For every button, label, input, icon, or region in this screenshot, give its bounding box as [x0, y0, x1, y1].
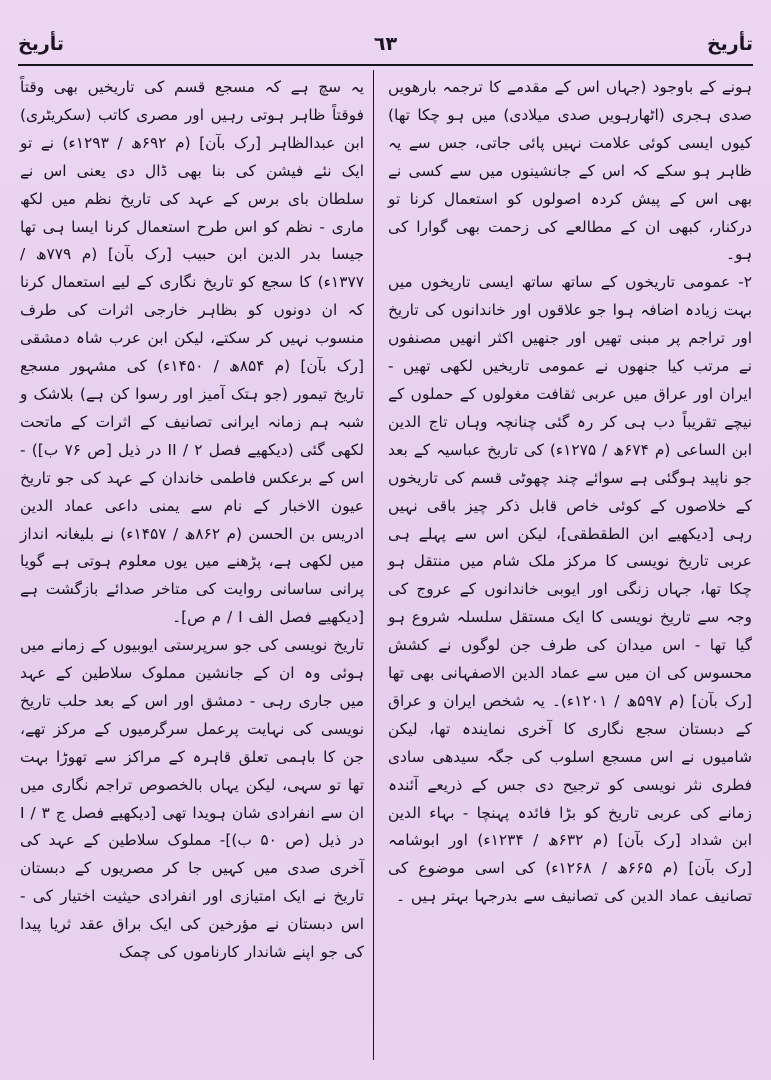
header-rule — [18, 64, 753, 66]
left-column — [20, 74, 364, 967]
paragraph: تاریخ نویسی کی جو سرپرستی ایوبیوں کے زمانے میں ہوئی وہ ان کے جانشین مملوک سلاطین کے عہد میں جاری رہی - دمشق اور اس کے بعد حلب تاریخ نویسی کی نہایت پرعمل سرگرمیوں کے مرکز تھے، جن کا باہمی تعلق قاہرہ کے مراکز سے تھوڑا بہت تھا تو سہی، لیکن یہاں بالخصوص تراجم نگاری میں ان سے انفرادی شان ہویدا تھی [دیکھیے فصل ج I / ۳ در ذیل (ص ۵۰ ب)]- مملوک سلاطین کے عہد کی آخری صدی میں کہیں جا کر مصریوں کے دبستان تاریخ نے ایک امتیازی اور انفرادی حیثیت اختیار کی - اس دبستان نے مؤرخین کی ایک براق عقد ثریا پیدا کی جو اپنے شاندار کارناموں کی چمک — [20, 636, 364, 962]
running-head-left: تأریخ — [18, 33, 65, 55]
column-divider — [373, 70, 374, 1060]
running-head-right: تأریخ — [706, 33, 753, 55]
page-header — [18, 26, 753, 62]
paragraph: ہونے کے باوجود (جہاں اس کے مقدمے کا ترجمہ بارھویں صدی ہجری (اٹھارہویں صدی میلادی) میں ہو چکا تھا) کیوں ایسی کوئی علامت نہیں پائی جاتی، جس سے یہ ظاہر ہو سکے کہ اس کے جانشینوں میں سے کسی نے بھی اس کے پیش کردہ اصولوں کو استعمال کرنا تو درکنار، کبھی ان کے مطالعے کی زحمت بھی گوارا کی ہو۔ — [388, 78, 752, 264]
paragraph: ۲- عمومی تاریخوں کے ساتھ ساتھ ایسی تاریخوں میں بہت زیادہ اضافہ ہوا جو علاقوں اور خاندانوں کی تاریخ اور تراجم پر مبنی تھیں اور جنھیں اکثر انھیں مصنفوں نے مرتب کیا جنھوں نے عمومی تاریخیں لکھی تھیں - ایران اور عراق میں عربی ثقافت مغولوں کے حملوں کے نیچے تقریباً دب ہی کر رہ گئی چنانچہ وہاں تاج الدین ابن الساعی (م ۶۷۴ھ / ۱۲۷۵ء) کی تاریخ عباسیہ کے بعد جو ناپید ہوگئی ہے سوائے چند چھوٹی قسم کی تاریخوں کے خلاصوں کے کوئی خاص قابل ذکر چیز باقی نہیں رہی [دیکھیے ابن الطقطقی]، لیکن اس سے پہلے ہی عربی تاریخ نویسی کا مرکز ملک شام میں منتقل ہو چکا تھا، جہاں زنگی اور ایوبی خاندانوں کے عروج کی وجہ سے تاریخ نویسی کا ایک مستقل سلسلہ شروع ہو گیا تھا - اس میدان کی طرف جن لوگوں نے کشش محسوس کی ان میں سے عماد الدین الاصفہانی بھی تھا [رک بآن] (م ۵۹۷ھ / ۱۲۰۱ء)۔ یہ شخص ایران و عراق کے دبستان سجع نگاری کا آخری نمایندہ تھا، لیکن شامیوں نے اس مسجع اسلوب کی جگہ سیدھی سادی فطری نثر نویسی کو ترجیح دی جس کے ذریعے آئندہ زمانے کی عربی تاریخ کو بڑا فائدہ پہنچا - بہاء الدین ابن شداد [رک بآن] (م ۶۳۲ھ / ۱۲۳۴ء) اور ابوشامہ [رک بآن] (م ۶۶۵ھ / ۱۲۶۸ء) کی اسی موضوع کی تصانیف عماد الدین کی تصانیف سے بدرجہا بہتر ہیں ۔ — [388, 273, 752, 906]
page-number: ٦٣ — [373, 33, 398, 55]
right-column — [388, 74, 752, 911]
paragraph: یہ سچ ہے کہ مسجع قسم کی تاریخیں بھی وقتاً فوقتاً ظاہر ہوتی رہیں اور مصری کاتب (سکریٹری) ابن عبدالظاہر [رک بآن] (م ۶۹۲ھ / ۱۲۹۳ء) نے تو ایک نئے فیشن کی بنا بھی ڈال دی یعنی اس نے سلطان بای برس کے عہد کی تاریخ نظم میں لکھ ماری - نظم کو اس طرح استعمال کرنا ایسا ہی تھا جیسا بدر الدین ابن حبیب [رک بآن] (م ۷۷۹ھ / ۱۳۷۷ء) کا سجع کو تاریخ نگاری کے لیے استعمال کرنا کہ ان دونوں کو بظاہر خارجی اثرات کی طرف منسوب نہیں کر سکتے، لیکن ابن عرب شاہ دمشقی [رک بآن] (م ۸۵۴ھ / ۱۴۵۰ء) کی مشہور مسجع تاریخ تیمور (جو ہتک آمیز اور رسوا کن ہے) بلاشک و شبہ ہم زمانہ ایرانی تصانیف کے اثرات کے ماتحت لکھی گئی (دیکھیے فصل II / ۲ در ذیل [ص ۷۶ ب]) - اس کے برعکس فاطمی خاندان کے عہد کی جو تاریخ عیون الاخبار کے نام سے یمنی داعی عماد الدین ادریس بن الحسن (م ۸۶۲ھ / ۱۴۵۷ء) نے بلیغانہ انداز میں لکھی ہے، پڑھنے میں یوں معلوم ہوتی ہے گویا پرانی ساسانی روایت کی متاخر صدائے بازگشت ہے [دیکھیے فصل الف I / م ص]۔ — [20, 78, 365, 627]
